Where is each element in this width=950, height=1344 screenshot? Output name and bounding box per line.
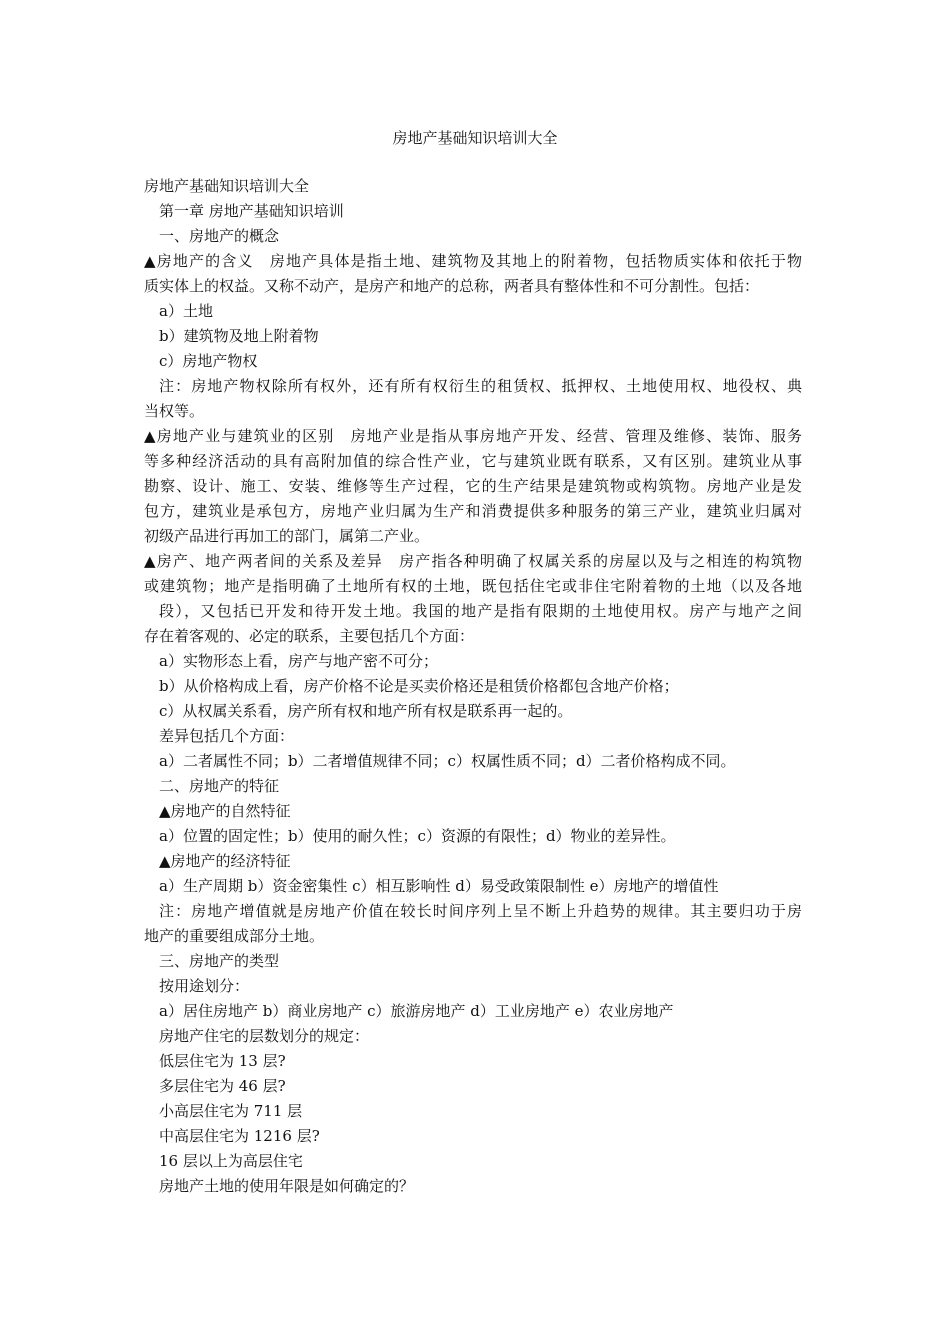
- text-line: 质实体上的权益。又称不动产，是房产和地产的总称，两者具有整体性和不可分割性。包括：: [144, 277, 760, 295]
- text-line: a）位置的固定性；b）使用的耐久性；c）资源的有限性；d）物业的差异性。: [159, 827, 676, 845]
- text-line: 房地产基础知识培训大全: [144, 177, 310, 195]
- text-line: b）从价格构成上看，房产价格不论是买卖价格还是租赁价格都包含地产价格；: [159, 677, 679, 695]
- text-line: 等多种经济活动的具有高附加值的综合性产业，它与建筑业既有联系，又有区别。建筑业从事: [144, 452, 802, 470]
- document-body: [144, 174, 802, 1199]
- text-line: 注：房地产物权除所有权外，还有所有权衍生的租赁权、抵押权、土地使用权、地役权、典: [159, 377, 802, 395]
- text-line: ▲房地产的含义 房地产具体是指土地、建筑物及其地上的附着物，包括物质实体和依托于物: [144, 252, 802, 270]
- text-line: a）二者属性不同；b）二者增值规律不同；c）权属性质不同；d）二者价格构成不同。: [159, 752, 736, 770]
- text-line: 低层住宅为 13 层?: [159, 1052, 286, 1070]
- text-line: 勘察、设计、施工、安装、维修等生产过程，它的生产结果是建筑物或构筑物。房地产业是发: [144, 477, 802, 495]
- text-line: ▲房地产业与建筑业的区别 房地产业是指从事房地产开发、经营、管理及维修、装饰、服务: [144, 427, 802, 445]
- text-line: 二、房地产的特征: [159, 777, 280, 795]
- document-title: 房地产基础知识培训大全: [392, 129, 558, 147]
- text-line: 16 层以上为高层住宅: [159, 1152, 303, 1170]
- text-line: ▲房地产的自然特征: [159, 802, 291, 820]
- text-line: 房地产住宅的层数划分的规定：: [159, 1027, 370, 1045]
- text-line: 房地产土地的使用年限是如何确定的？: [159, 1177, 415, 1195]
- text-line: b）建筑物及地上附着物: [159, 327, 319, 345]
- text-line: 一、房地产的概念: [159, 227, 280, 245]
- text-line: a）居住房地产 b）商业房地产 c）旅游房地产 d）工业房地产 e）农业房地产: [159, 1002, 674, 1020]
- text-line: 中高层住宅为 1216 层?: [159, 1127, 320, 1145]
- text-line: 第一章 房地产基础知识培训: [159, 202, 344, 220]
- text-line: 包方，建筑业是承包方，房地产业归属为生产和消费提供多种服务的第三产业，建筑业归属对: [144, 502, 802, 520]
- text-line: 差异包括几个方面：: [159, 727, 295, 745]
- text-line: ▲房产、地产两者间的关系及差异 房产指各种明确了权属关系的房屋以及与之相连的构筑物: [144, 552, 802, 570]
- text-line: 小高层住宅为 711 层: [159, 1102, 303, 1120]
- text-line: 初级产品进行再加工的部门，属第二产业。: [144, 527, 430, 545]
- text-line: c）从权属关系看，房产所有权和地产所有权是联系再一起的。: [159, 702, 573, 720]
- text-line: a）土地: [159, 302, 213, 320]
- text-line: a）生产周期 b）资金密集性 c）相互影响性 d）易受政策限制性 e）房地产的增值性: [159, 877, 719, 895]
- text-line: 三、房地产的类型: [159, 952, 280, 970]
- text-line: 按用途划分：: [159, 977, 250, 995]
- text-line: 地产的重要组成部分土地。: [144, 927, 325, 945]
- text-line: 多层住宅为 46 层?: [159, 1077, 286, 1095]
- text-line: 注：房地产增值就是房地产价值在较长时间序列上呈不断上升趋势的规律。其主要归功于房: [159, 902, 802, 920]
- text-line: a）实物形态上看，房产与地产密不可分；: [159, 652, 438, 670]
- text-line: 或建筑物；地产是指明确了土地所有权的土地，既包括住宅或非住宅附着物的土地（以及各地: [144, 577, 802, 595]
- text-line: ▲房地产的经济特征: [159, 852, 291, 870]
- text-line: 段），又包括已开发和待开发土地。我国的地产是指有限期的土地使用权。房产与地产之间: [159, 602, 802, 620]
- text-line: c）房地产物权: [159, 352, 258, 370]
- text-line: 当权等。: [144, 402, 205, 420]
- text-line: 存在着客观的、必定的联系，主要包括几个方面：: [144, 627, 475, 645]
